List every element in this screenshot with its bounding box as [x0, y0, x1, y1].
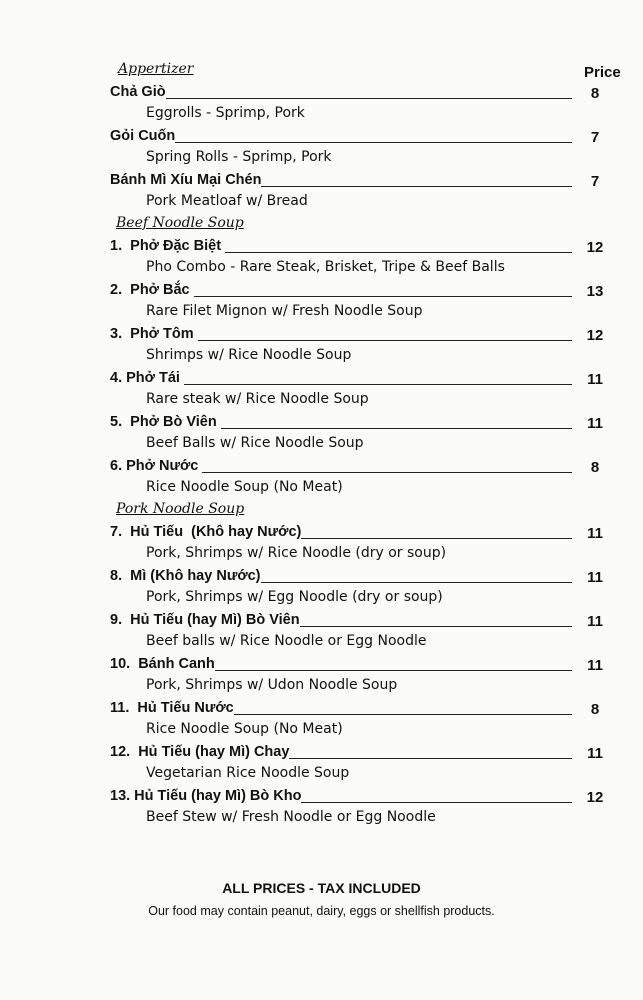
menu-item-price: 13 — [586, 283, 604, 300]
menu-item-description: Beef Stew w/ Fresh Noodle or Egg Noodle — [146, 809, 436, 825]
menu-item-line — [110, 696, 630, 718]
menu-item-price: 11 — [587, 745, 603, 762]
menu-item-name: Gỏi Cuốn — [110, 128, 176, 144]
menu-item-line — [110, 454, 630, 476]
menu-item-price: 8 — [590, 85, 600, 102]
menu-item-description: Shrimps w/ Rice Noodle Soup — [146, 347, 352, 363]
section-header: Beef Noodle Soup — [116, 215, 244, 231]
menu-item — [110, 410, 630, 454]
menu-item — [110, 80, 630, 124]
menu-list — [110, 58, 630, 828]
menu-item-name: 2. Phở Bắc — [110, 282, 194, 298]
allergen-notice: Our food may contain peanut, dairy, eggs or shellfish products. — [148, 904, 495, 918]
menu-item-price: 11 — [587, 657, 603, 674]
menu-item-name: 1. Phở Đặc Biệt — [110, 238, 226, 254]
menu-item-description: Rare steak w/ Rice Noodle Soup — [146, 391, 369, 407]
menu-item-price: 7 — [590, 129, 600, 146]
menu-item-name: 12. Hủ Tiếu (hay Mì) Chay — [110, 744, 290, 760]
leader-line — [234, 700, 572, 715]
menu-item-price: 12 — [586, 789, 604, 806]
menu-item-line — [110, 520, 630, 542]
menu-item — [110, 234, 630, 278]
menu-item-price: 11 — [587, 415, 603, 432]
menu-item-line — [110, 608, 630, 630]
leader-line — [261, 568, 572, 583]
menu-item-line — [110, 278, 630, 300]
leader-line — [198, 326, 572, 341]
menu-item — [110, 740, 630, 784]
menu-item — [110, 520, 630, 564]
menu-item-description: Beef balls w/ Rice Noodle or Egg Noodle — [146, 633, 427, 649]
menu-item-price: 8 — [590, 459, 600, 476]
leader-line — [184, 370, 572, 385]
menu-item-price: 11 — [587, 371, 603, 388]
menu-item-line — [110, 366, 630, 388]
section-header: Appertizer — [118, 61, 194, 77]
menu-item — [110, 366, 630, 410]
menu-item — [110, 322, 630, 366]
menu-item-price: 7 — [590, 173, 600, 190]
tax-notice: ALL PRICES - TAX INCLUDED — [222, 880, 421, 896]
menu-item-name: 5. Phở Bò Viên — [110, 414, 221, 430]
leader-line — [301, 788, 572, 803]
menu-item-line — [110, 410, 630, 432]
menu-item-name: 6. Phở Nước — [110, 458, 203, 474]
leader-line — [175, 128, 572, 143]
menu-item-name: 10. Bánh Canh — [110, 656, 215, 672]
menu-item-name: 11. Hủ Tiếu Nước — [110, 700, 234, 716]
leader-line — [166, 84, 572, 99]
menu-item-name: 8. Mì (Khô hay Nước) — [110, 568, 261, 584]
price-column-header: Price — [584, 64, 621, 81]
menu-item-name: 4. Phở Tái — [110, 370, 184, 386]
menu-item — [110, 652, 630, 696]
menu-item-description: Pork Meatloaf w/ Bread — [146, 193, 308, 209]
menu-item — [110, 696, 630, 740]
menu-item-name: 9. Hủ Tiếu (hay Mì) Bò Viên — [110, 612, 300, 628]
menu-item-name: 13. Hủ Tiếu (hay Mì) Bò Kho — [110, 788, 302, 804]
menu-item — [110, 454, 630, 498]
menu-item — [110, 608, 630, 652]
menu-item-line — [110, 234, 630, 256]
menu-item-description: Pork, Shrimps w/ Rice Noodle (dry or soup) — [146, 545, 447, 561]
menu-item-price: 8 — [590, 701, 600, 718]
menu-item — [110, 564, 630, 608]
menu-item-description: Pho Combo - Rare Steak, Brisket, Tripe & Beef Balls — [146, 259, 505, 275]
leader-line — [261, 172, 572, 187]
menu-item — [110, 124, 630, 168]
menu-item-description: Rice Noodle Soup (No Meat) — [146, 479, 343, 495]
menu-item-price: 12 — [586, 239, 604, 256]
menu-item-line — [110, 322, 630, 344]
menu-item-description: Eggrolls - Sprimp, Pork — [146, 105, 305, 121]
menu-item-line — [110, 124, 630, 146]
menu-item-price: 12 — [586, 327, 604, 344]
menu-item-line — [110, 168, 630, 190]
menu-item-name: 7. Hủ Tiếu (Khô hay Nước) — [110, 524, 302, 540]
section-header: Pork Noodle Soup — [116, 501, 245, 517]
menu-item-line — [110, 740, 630, 762]
menu-item-price: 11 — [587, 613, 603, 630]
leader-line — [225, 238, 572, 253]
menu-item-line — [110, 784, 630, 806]
menu-item-description: Spring Rolls - Sprimp, Pork — [146, 149, 332, 165]
menu-item-line — [110, 564, 630, 586]
menu-item-price: 11 — [587, 569, 603, 586]
menu-item-name: 3. Phở Tôm — [110, 326, 198, 342]
leader-line — [202, 458, 572, 473]
leader-line — [215, 656, 572, 671]
menu-item — [110, 168, 630, 212]
menu-item-description: Rice Noodle Soup (No Meat) — [146, 721, 343, 737]
menu-item — [110, 784, 630, 828]
leader-line — [194, 282, 572, 297]
menu-item-description: Beef Balls w/ Rice Noodle Soup — [146, 435, 364, 451]
menu-item — [110, 278, 630, 322]
menu-item-line — [110, 652, 630, 674]
leader-line — [289, 744, 572, 759]
menu-item-description: Pork, Shrimps w/ Udon Noodle Soup — [146, 677, 398, 693]
leader-line — [300, 612, 572, 627]
menu-item-price: 11 — [587, 525, 603, 542]
leader-line — [221, 414, 572, 429]
menu-item-name: Chả Giò — [110, 84, 166, 100]
menu-item-line — [110, 80, 630, 102]
menu-item-description: Rare Filet Mignon w/ Fresh Noodle Soup — [146, 303, 423, 319]
menu-item-description: Vegetarian Rice Noodle Soup — [146, 765, 350, 781]
menu-item-description: Pork, Shrimps w/ Egg Noodle (dry or soup) — [146, 589, 443, 605]
menu-item-name: Bánh Mì Xíu Mại Chén — [110, 172, 262, 188]
leader-line — [301, 524, 572, 539]
